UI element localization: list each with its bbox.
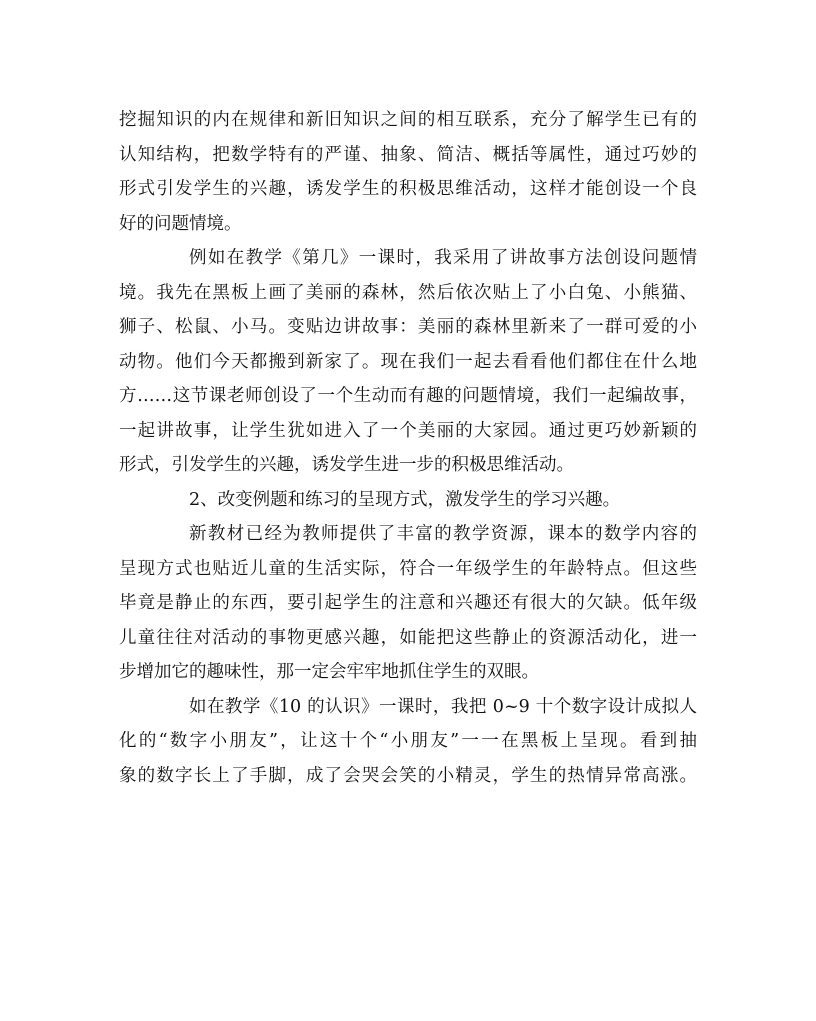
heading-line: 2、改变例题和练习的呈现方式，激发学生的学习兴趣。 — [189, 489, 621, 510]
text-line: 象的数字长上了手脚，成了会哭会笑的小精灵，学生的热情异常高涨。 — [119, 765, 697, 786]
paragraph-knowledge-structure — [119, 103, 697, 241]
paragraph-teaching-resources — [119, 517, 697, 690]
text-line: 认知结构，把数学特有的严谨、抽象、简洁、概括等属性，通过巧妙的 — [119, 144, 697, 165]
text-line: 例如在教学《第几》一课时，我采用了讲故事方法创设问题情 — [189, 248, 697, 268]
paragraph-number-example — [119, 690, 697, 794]
text-line: 儿童往往对活动的事物更感兴趣，如能把这些静止的资源活动化，进一 — [119, 627, 697, 648]
text-line: 新教材已经为教师提供了丰富的教学资源，课本的数学内容的 — [189, 524, 697, 544]
body-text — [119, 103, 697, 793]
text-line: 挖掘知识的内在规律和新旧知识之间的相互联系，充分了解学生已有的 — [119, 110, 697, 130]
text-line: 好的问题情境。 — [119, 213, 242, 234]
text-line: 化的“数字小朋友”，让这十个“小朋友”一一在黑板上呈现。看到抽 — [119, 731, 697, 751]
section-heading — [119, 483, 697, 518]
text-line: 步增加它的趣味性，那一定会牢牢地抓住学生的双眼。 — [119, 662, 539, 682]
text-line: 形式引发学生的兴趣，诱发学生的积极思维活动，这样才能创设一个良 — [119, 179, 697, 199]
text-line: 形式，引发学生的兴趣，诱发学生进一步的积极思维活动。 — [119, 455, 574, 475]
text-line: 呈现方式也贴近儿童的生活实际，符合一年级学生的年龄特点。但这些 — [119, 558, 697, 579]
text-line: 境。我先在黑板上画了美丽的森林，然后依次贴上了小白兔、小熊猫、 — [119, 282, 697, 303]
text-line: 毕竟是静止的东西，要引起学生的注意和兴趣还有很大的欠缺。低年级 — [119, 593, 697, 613]
text-line: 一起讲故事，让学生犹如进入了一个美丽的大家园。通过更巧妙新颖的 — [119, 420, 697, 441]
text-line: 动物。他们今天都搬到新家了。现在我们一起去看看他们都住在什么地 — [119, 351, 697, 372]
text-line: 方……这节课老师创设了一个生动而有趣的问题情境，我们一起编故事， — [119, 386, 697, 406]
paragraph-story-example — [119, 241, 697, 483]
text-line: 狮子、松鼠、小马。变贴边讲故事：美丽的森林里新来了一群可爱的小 — [119, 317, 697, 337]
text-line: 如在教学《10 的认识》一课时，我把 0~9 十个数字设计成拟人 — [189, 696, 697, 717]
